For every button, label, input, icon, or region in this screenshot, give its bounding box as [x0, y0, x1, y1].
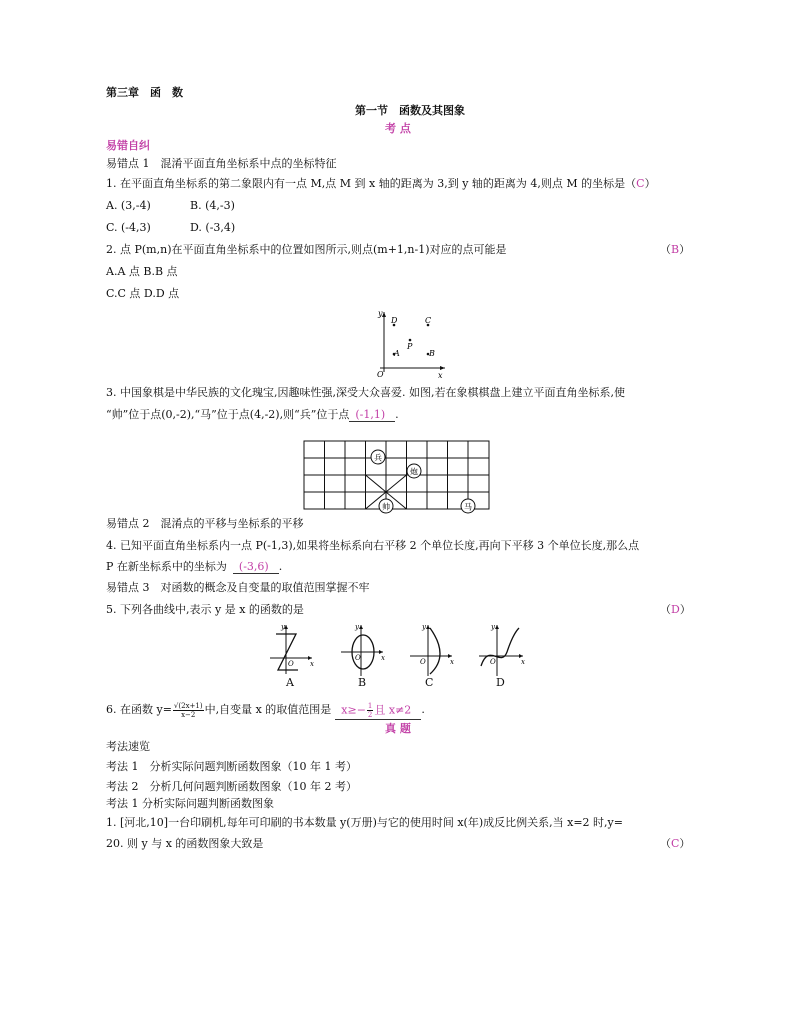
q6-fraction: $\frac{√(2x+1)}{x-2}$ [173, 701, 203, 719]
zq1-bracket: （C） [660, 837, 691, 850]
q1-option-c: C. (-4,3) [106, 221, 151, 234]
q1-stem [106, 177, 656, 191]
section-title: 第一节 函数及其图象 [355, 104, 465, 117]
svg-text:x: x [521, 658, 525, 666]
error-point-1: 易错点 1 混淆平面直角坐标系中点的坐标特征 [106, 157, 337, 170]
q5-bracket: （D） [660, 603, 691, 616]
error-point-3: 易错点 3 对函数的概念及自变量的取值范围掌握不牢 [106, 581, 370, 594]
q5-label-b: B [358, 676, 367, 689]
q1-close: ） [644, 177, 656, 190]
q5-label-c: C [425, 676, 434, 689]
kaofa-2: 考法 2 分析几何问题判断函数图象（10 年 2 考） [106, 780, 357, 793]
q2-answer: B [671, 243, 680, 256]
q3-line1: 3. 中国象棋是中华民族的文化瑰宝,因趣味性强,深受大众喜爱. 如图,若在象棋棋盘上建立平面直角坐标系,使 [106, 386, 625, 399]
q1-option-b: B. (4,-3) [190, 199, 235, 212]
q2-fig-x-label: x [438, 371, 443, 380]
q2-label-d: D [391, 316, 398, 325]
q5-graph-a [266, 622, 316, 678]
q1-answer: C [636, 177, 645, 190]
q2-fig-origin: O [377, 370, 384, 379]
q5-label-d: D [496, 676, 505, 689]
svg-text:马: 马 [464, 502, 472, 512]
kaofa-1: 考法 1 分析实际问题判断函数图象（10 年 1 考） [106, 760, 357, 773]
piece-bing [371, 450, 385, 464]
chapter-title: 第三章 函 数 [106, 86, 183, 99]
svg-text:O: O [355, 654, 361, 662]
q2-options-ab: A.A 点 B.B 点 [106, 265, 178, 278]
kaofa-title: 考法速览 [106, 740, 150, 753]
q2-stem: 2. 点 P(m,n)在平面直角坐标系中的位置如图所示,则点(m+1,n-1)对应的点可能是 [106, 243, 507, 256]
q4-answer: (-3,6) [233, 560, 279, 574]
q2-fig-y-label: y [378, 309, 383, 318]
zq1-line1: 1. [河北,10]一台印刷机,每年可印刷的书本数量 y(万册)与它的使用时间 x(年)成反比例关系,当 x=2 时,y= [106, 816, 623, 829]
q3-line2: “帅”位于点(0,-2),“马”位于点(4,-2),则“兵”位于点 (-1,1) . [106, 408, 399, 421]
heading-zhenti: 真 题 [385, 722, 411, 735]
q5-label-a: A [286, 676, 294, 689]
zq1-line2: 20. 则 y 与 x 的函数图象大致是 [106, 837, 264, 850]
q2-label-b: B [429, 349, 435, 358]
q1-text: 1. 在平面直角坐标系的第二象限内有一点 M,点 M 到 x 轴的距离为 3,到 y 轴的距离为 4,则点 M 的坐标是（ [106, 177, 637, 190]
q2-point-p [409, 339, 412, 342]
piece-ma [461, 499, 475, 513]
q5-graph-b [337, 622, 387, 678]
heading-kaodian: 考 点 [385, 122, 411, 135]
svg-text:y: y [491, 623, 495, 631]
q5-stem: 5. 下列各曲线中,表示 y 是 x 的函数的是 [106, 603, 304, 616]
q6-stem: 6. 在函数 y= $\frac{√(2x+1)}{x-2}$ 中,自变量 x 的取值范围是 x≥− $\frac{1}{2}$ 且 x≠2 . [106, 701, 425, 719]
q6-answer: x≥− $\frac{1}{2}$ 且 x≠2 [335, 702, 421, 720]
svg-text:y: y [281, 623, 285, 631]
q4-line2: P 在新坐标系中的坐标为 (-3,6) . [106, 560, 283, 573]
q5-graph-c [406, 622, 456, 678]
heading-yicuo: 易错自纠 [106, 139, 150, 152]
svg-text:x: x [450, 658, 454, 666]
q5-graph-d [477, 622, 527, 678]
svg-text:y: y [422, 623, 426, 631]
q2-coordinate-figure [370, 306, 450, 380]
svg-text:兵: 兵 [374, 453, 382, 463]
svg-text:x: x [381, 654, 385, 662]
svg-text:炮: 炮 [410, 467, 418, 477]
svg-text:O: O [288, 660, 294, 668]
q2-bracket: （B） [660, 243, 691, 256]
piece-pao [407, 464, 421, 478]
kaofa-1-heading: 考法 1 分析实际问题判断函数图象 [106, 797, 274, 810]
svg-text:O: O [490, 658, 496, 666]
error-point-2: 易错点 2 混淆点的平移与坐标系的平移 [106, 517, 304, 530]
svg-text:O: O [420, 658, 426, 666]
chess-board-figure [303, 440, 493, 520]
q2-label-c: C [425, 316, 432, 325]
svg-text:y: y [355, 623, 359, 631]
svg-text:x: x [310, 660, 314, 668]
q4-line1: 4. 已知平面直角坐标系内一点 P(-1,3),如果将坐标系向右平移 2 个单位长度,再向下平移 3 个单位长度,那么点 [106, 539, 640, 552]
piece-shuai [379, 499, 393, 513]
q1-option-d: D. (-3,4) [190, 221, 236, 234]
svg-text:帅: 帅 [382, 502, 390, 512]
q5-answer: D [671, 603, 680, 616]
q1-option-a: A. (3,-4) [106, 199, 151, 212]
q2-label-a: A [394, 349, 400, 358]
q2-options-cd: C.C 点 D.D 点 [106, 287, 180, 300]
q3-answer: (-1,1) [349, 408, 395, 422]
q2-label-p: P [407, 342, 413, 351]
zq1-answer: C [671, 837, 680, 850]
